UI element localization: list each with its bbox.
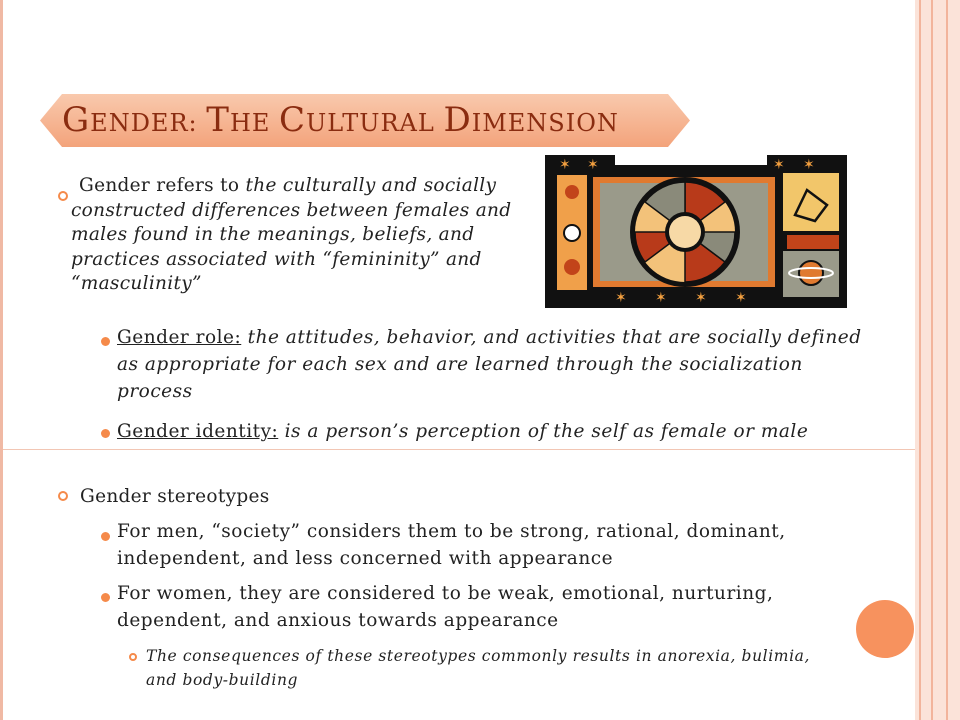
gender-role-item: Gender role: the attitudes, behavior, and activities that are socially defined as appropriate for each sex and are learned through the socialization process	[117, 327, 862, 402]
women-stereotype-item: For women, they are considered to be weak, emotional, nurturing, dependent, and anxious towards appearance	[117, 583, 774, 631]
svg-text:✶: ✶	[587, 157, 599, 173]
bullet-circle-icon	[128, 651, 140, 663]
bullet-dot-icon	[101, 593, 110, 602]
svg-text:✶: ✶	[803, 157, 815, 173]
stereotypes-heading: Gender stereotypes	[80, 486, 270, 507]
svg-text:✶: ✶	[735, 290, 747, 306]
gender-definition: Gender refers to the culturally and socially constructed differences between females and males found in the meanings, beliefs, and practices associated with “femininity” and “masculinity”	[71, 175, 512, 294]
divider-line	[3, 449, 915, 450]
bullet-dot-icon	[101, 337, 110, 346]
men-stereotype-item: For men, “society” considers them to be strong, rational, dominant, independent, and less concerned with appearance	[117, 521, 786, 569]
consequences-item: The consequences of these stereotypes commonly results in anorexia, bulimia, and body-building	[146, 647, 810, 689]
svg-text:✶: ✶	[559, 157, 571, 173]
zodiac-wheel-clipart	[545, 155, 847, 308]
decorative-circle	[856, 600, 914, 658]
slide-title: GENDER: THE CULTURAL DIMENSION	[62, 100, 619, 140]
right-border-stripes	[915, 0, 960, 720]
svg-text:✶: ✶	[773, 157, 785, 173]
bullet-dot-icon	[101, 532, 110, 541]
bullet-circle-icon	[56, 188, 71, 203]
left-border	[0, 0, 3, 720]
svg-text:✶: ✶	[695, 290, 707, 306]
gender-identity-item: Gender identity: is a person’s perception of the self as female or male	[117, 421, 809, 442]
bullet-dot-icon	[101, 429, 110, 438]
svg-text:✶: ✶	[655, 290, 667, 306]
bullet-circle-icon	[56, 488, 71, 503]
svg-text:✶: ✶	[615, 290, 627, 306]
